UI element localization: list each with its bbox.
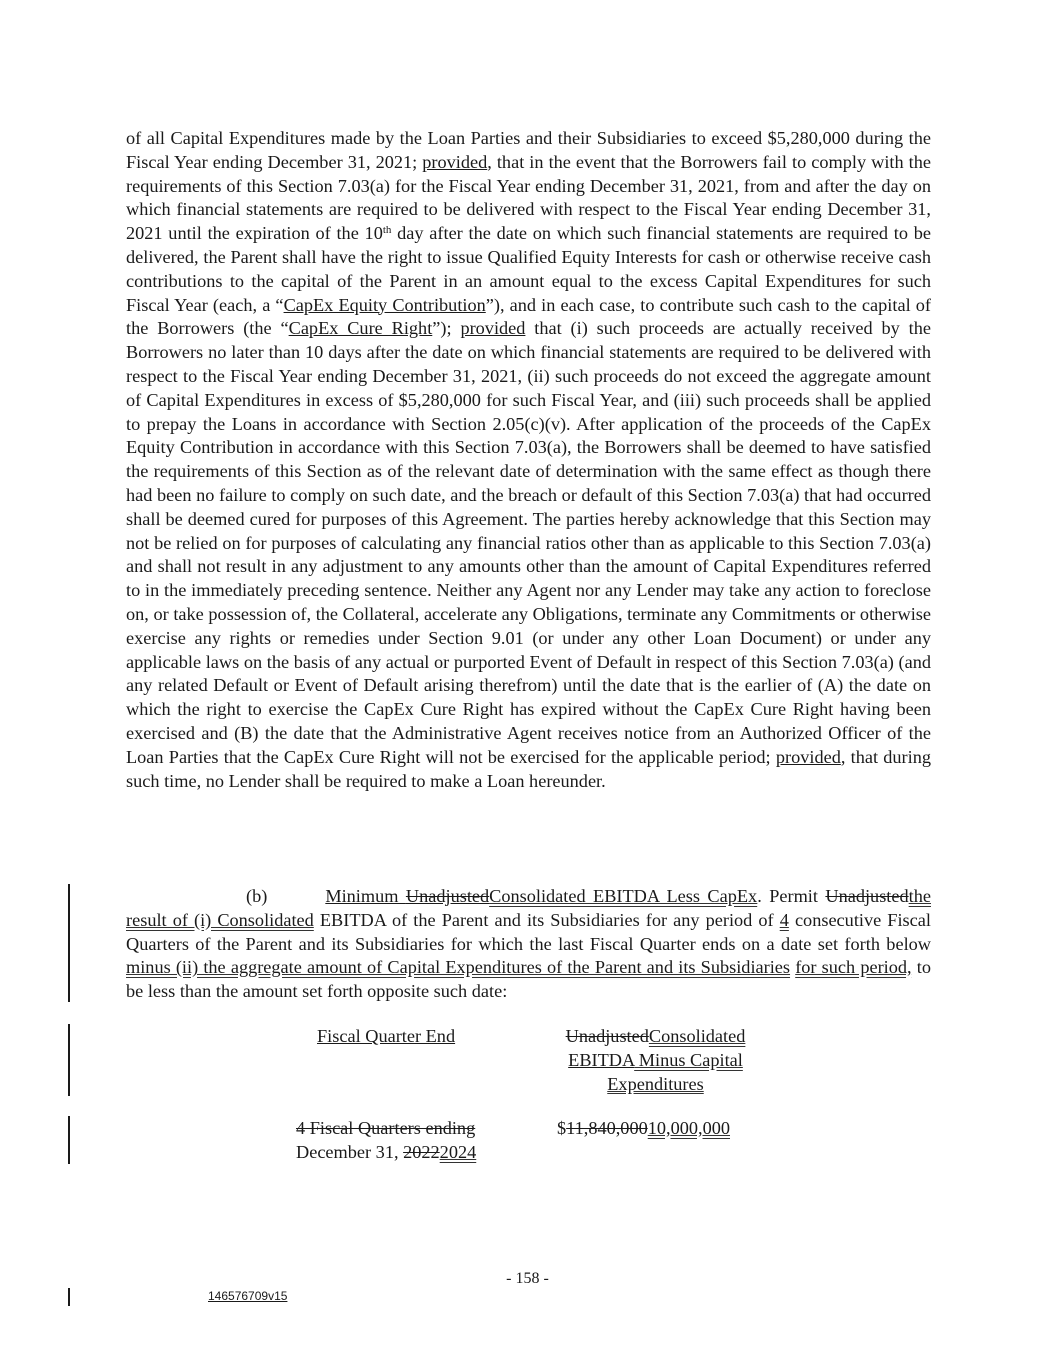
text-run: ”), and in each case, to contribute such cash to the capital of the Borrowers (the “ [126,294,932,339]
change-bar [68,1288,70,1306]
text-run: , that during such time, no Lender shall be required to make a Loan hereunder. [126,746,931,791]
section-b-paragraph [126,885,931,1004]
inserted-text: Consolidated EBITDA Less CapEx [489,886,758,906]
inserted-text: minus (ii) the aggregate amount of Capital Expenditures of the Parent and its Subsidiaries [126,957,791,978]
change-bar [68,884,70,1002]
text-run: to be less than the amount set forth opposite such date: [126,957,931,1002]
text-run: , that in the event that the Borrowers fail to comply with the requirements of this Section 7.03(a) for the Fiscal Year ending December 31, 2021, from and after the day on which financial statements are required to be delivered with respect to the Fiscal Year ending December 31, 2021 until the expiration of the 10 [126,151,931,244]
deleted-text: Unadjusted [405,886,490,906]
ordinal-suffix: th [382,224,392,237]
text-run: ”); [432,318,461,339]
document-id: 146576709v15 [208,1289,288,1303]
defined-term-capex-equity-contribution: CapEx Equity Contribution [283,294,486,315]
inserted-text: for such period, [795,957,912,978]
deleted-text: 11,840,000 [566,1118,648,1138]
section-heading: Minimum UnadjustedConsolidated EBITDA Less CapEx [325,886,758,906]
page-number: - 158 - [506,1270,549,1287]
deleted-text: 4 Fiscal Quarters ending [296,1118,476,1138]
table-header-fiscal-quarter-end: Fiscal Quarter End [317,1026,456,1046]
deleted-text: 2022 [403,1141,440,1162]
change-bar [68,1024,70,1096]
text-run: of all Capital Expenditures made by the Loan Parties and their Subsidiaries to exceed $5,280,000 during the Fiscal Year ending December 31, 2021; [126,128,931,172]
table-cell-fiscal-quarter: 4 Fiscal Quarters ending December 31, 20222024 [296,1118,477,1162]
text-run: that (i) such proceeds are actually received by the Borrowers no later than 10 days after the date on which financial statements are required to be delivered with respect to the Fiscal Year ending December 31, 2021, (ii) such proceeds do not exceed the aggregate amount of Capital Expenditures in excess of $5,280,000 for such Fiscal Year, and (iii) such proceeds shall be applied to prepay the Loans in accordance with Section 2.05(c)(v). After application of the proceeds of the CapEx Equity Contribution in accordance with this Section 7.03(a), the Borrowers shall be deemed to have satisfied the requirements of this Section as of the relevant date of determination with the same effect as though there had been no failure to comply on such date, and the breach or default of this Section 7.03(a) that had occurred shall be deemed cured for purposes of this Agreement. The parties hereby acknowledge that this Section may not be relied on for purposes of calculating any financial ratios other than as applicable to this Section 7.03(a) and shall not result in any adjustment to any amounts other than the amount of Capital Expenditures referred to in the immediately preceding sentence. Neither any Agent nor any Lender may take any action to foreclose on, or take possession of, the Collateral, accelerate any Obligations, terminate any Commitments or otherwise exercise any rights or remedies under Section 9.01 (or under any other Loan Document) or under any applicable laws on the basis of any actual or purported Event of Default in respect of this Section 7.03(a) (and any related Default or Event of Default arising therefrom) until the date that is the earlier of (A) the date on which the right to exercise the CapEx Cure Right has expired without the CapEx Cure Right having been exercised and (B) the date that the Administrative Agent receives notice from an Authorized Officer of the Loan Parties that the CapEx Cure Right will not be exercised for the applicable period; [126,318,932,767]
section-label: (b) [246,886,268,906]
deleted-text: Unadjusted [825,886,909,906]
inserted-text: Expenditures [607,1073,704,1094]
inserted-text: the result of (i) Consolidated [126,886,931,930]
text-run: . Permit [757,886,826,906]
provided-term: provided [775,746,841,767]
inserted-text: 10,000,000 [647,1118,730,1138]
text-run: day after the date on which such financial statements are required to be delivered, the Parent shall have the right to issue Qualified Equity Interests for cash or otherwise receive cash contributions to the capital of the Parent in an amount equal to the excess Capital Expenditures for such Fiscal Year (each, a “ [126,223,932,315]
provided-term: provided [460,318,526,339]
inserted-text: Consolidated [648,1026,746,1046]
inserted-text: 4 [779,909,789,930]
inserted-text: 2024 [439,1141,477,1162]
text-run: consecutive Fiscal Quarters of the Parent and its Subsidiaries for which the last Fiscal Quarter ends on a date set forth below [126,909,931,954]
table-header-amount: UnadjustedConsolidated EBITDA Minus Capital Expenditures [565,1026,746,1094]
change-bar [68,1116,70,1164]
provided-term: provided [422,151,488,172]
text-run: EBITDA of the Parent and its Subsidiaries for any period of [313,909,780,930]
defined-term-capex-cure-right: CapEx Cure Right [288,318,433,339]
inserted-text: Minus Capital [634,1049,743,1070]
table-cell-amount: $11,840,00010,000,000 [557,1118,730,1138]
deleted-text: Unadjusted [565,1026,649,1046]
section-a-continuation [126,127,931,793]
